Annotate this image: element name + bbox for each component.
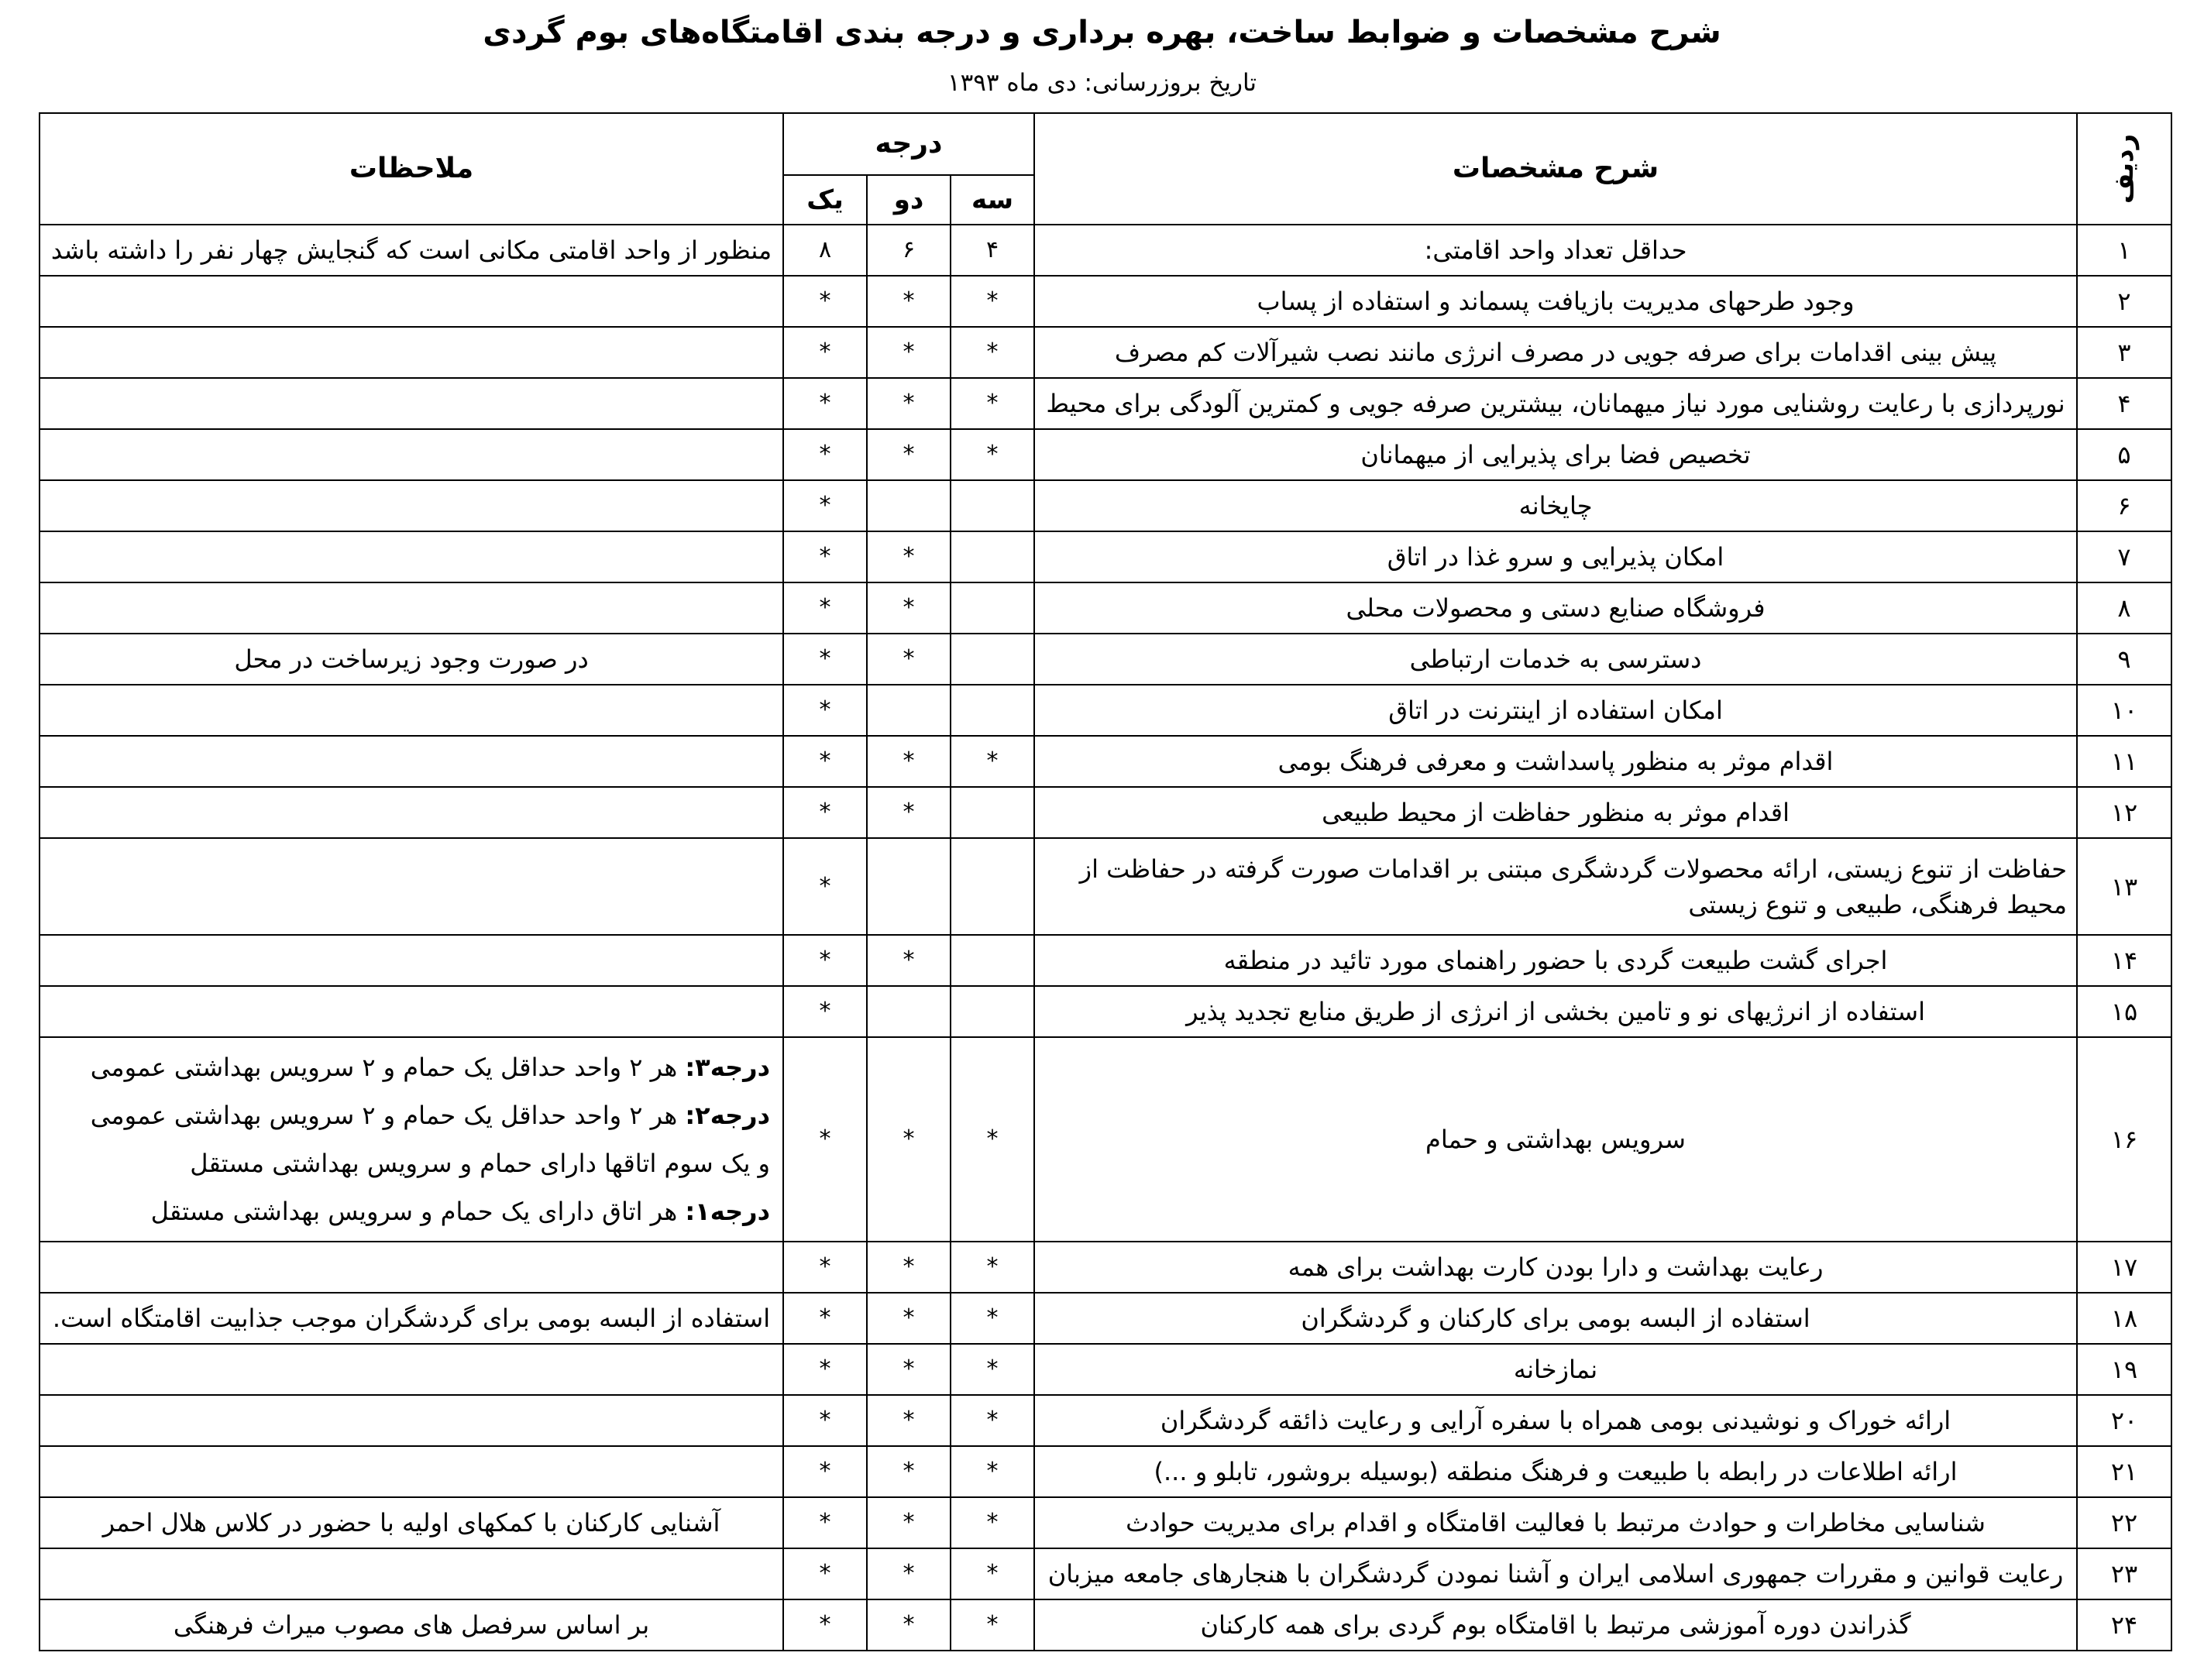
grade-two-mark: *	[867, 276, 951, 327]
table-row	[40, 225, 2171, 276]
row-notes: آشنایی کارکنان با کمکهای اولیه با حضور در کلاس هلال احمر	[40, 1497, 783, 1548]
grade-three-mark	[951, 634, 1034, 685]
row-notes	[40, 1395, 783, 1446]
grade-one-mark: *	[783, 838, 867, 935]
row-description: نمازخانه	[1034, 1344, 2077, 1395]
row-description: ارائه اطلاعات در رابطه با طبیعت و فرهنگ منطقه (بوسیله بروشور، تابلو و ...)	[1034, 1446, 2077, 1497]
row-description: پیش بینی اقدامات برای صرفه جویی در مصرف انرژی مانند نصب شیرآلات کم مصرف	[1034, 327, 2077, 378]
grade-two-mark: *	[867, 582, 951, 634]
page-title: شرح مشخصات و ضوابط ساخت، بهره برداری و درجه بندی اقامتگاه‌های بوم گردی	[483, 15, 1721, 50]
table-row	[40, 634, 2171, 685]
row-number: ۷	[2077, 531, 2171, 582]
grade-two-mark: *	[867, 634, 951, 685]
column-header-notes: ملاحظات	[40, 113, 783, 225]
row-number: ۱۰	[2077, 685, 2171, 736]
column-header-grade-two: دو	[867, 175, 951, 225]
grade-two-mark: *	[867, 1293, 951, 1344]
note-grade-label: درجه۱:	[685, 1197, 770, 1226]
grade-one-mark: *	[783, 634, 867, 685]
row-number: ۱۲	[2077, 787, 2171, 838]
row-notes	[40, 986, 783, 1037]
grade-one-mark: *	[783, 736, 867, 787]
column-header-radif: ردیف	[2077, 113, 2171, 225]
grade-two-mark	[867, 685, 951, 736]
row-notes	[40, 276, 783, 327]
row-number: ۱۴	[2077, 935, 2171, 986]
row-description: امکان استفاده از اینترنت در اتاق	[1034, 685, 2077, 736]
row-description: وجود طرحهای مدیریت بازیافت پسماند و استفاده از پساب	[1034, 276, 2077, 327]
grade-three-mark	[951, 531, 1034, 582]
update-date: تاریخ بروزرسانی: دی ماه ۱۳۹۳	[947, 69, 1257, 97]
row-notes	[40, 1446, 783, 1497]
row-number: ۱۷	[2077, 1242, 2171, 1293]
grade-three-mark	[951, 685, 1034, 736]
grade-two-mark	[867, 838, 951, 935]
row-number: ۲۰	[2077, 1395, 2171, 1446]
table-row	[40, 1599, 2171, 1651]
table-row	[40, 582, 2171, 634]
row-description: رعایت بهداشت و دارا بودن کارت بهداشت برای همه	[1034, 1242, 2077, 1293]
note-text: هر ۲ واحد حداقل یک حمام و ۲ سرویس بهداشتی عمومی	[90, 1101, 686, 1130]
grade-three-mark: *	[951, 378, 1034, 429]
row-number: ۹	[2077, 634, 2171, 685]
row-description: چایخانه	[1034, 480, 2077, 531]
table-row	[40, 1037, 2171, 1242]
grade-two-mark: *	[867, 1242, 951, 1293]
row-number: ۶	[2077, 480, 2171, 531]
grade-two-mark: ۶	[867, 225, 951, 276]
grade-two-mark: *	[867, 736, 951, 787]
row-number: ۳	[2077, 327, 2171, 378]
table-row	[40, 838, 2171, 935]
grade-two-mark	[867, 986, 951, 1037]
note-grade-label: درجه۲:	[685, 1101, 770, 1130]
grade-two-mark: *	[867, 327, 951, 378]
row-description: گذراندن دوره آموزشی مرتبط با اقامتگاه بوم گردی برای همه کارکنان	[1034, 1599, 2077, 1651]
table-row	[40, 1497, 2171, 1548]
table-row	[40, 736, 2171, 787]
table-header-row	[40, 113, 2171, 175]
grade-one-mark: *	[783, 986, 867, 1037]
column-header-grade-one: یک	[783, 175, 867, 225]
grade-two-mark	[867, 480, 951, 531]
table-row	[40, 378, 2171, 429]
row-number: ۲۱	[2077, 1446, 2171, 1497]
grade-one-mark: *	[783, 1293, 867, 1344]
column-header-grade: درجه	[783, 113, 1034, 175]
grade-three-mark: *	[951, 1037, 1034, 1242]
table-row	[40, 1395, 2171, 1446]
column-header-grade-three: سه	[951, 175, 1034, 225]
row-notes: در صورت وجود زیرساخت در محل	[40, 634, 783, 685]
note-line	[50, 1091, 770, 1139]
row-number: ۱	[2077, 225, 2171, 276]
row-number: ۱۹	[2077, 1344, 2171, 1395]
grade-two-mark: *	[867, 1395, 951, 1446]
row-description: تخصیص فضا برای پذیرایی از میهمانان	[1034, 429, 2077, 480]
row-description: امکان پذیرایی و سرو غذا در اتاق	[1034, 531, 2077, 582]
grade-three-mark	[951, 582, 1034, 634]
column-header-description: شرح مشخصات	[1034, 113, 2077, 225]
table-row	[40, 1446, 2171, 1497]
note-line	[50, 1043, 770, 1091]
row-notes	[40, 582, 783, 634]
row-notes: منظور از واحد اقامتی مکانی است که گنجایش چهار نفر را داشته باشد	[40, 225, 783, 276]
grade-three-mark: ۴	[951, 225, 1034, 276]
grade-three-mark: *	[951, 1548, 1034, 1599]
row-description: شناسایی مخاطرات و حوادث مرتبط با فعالیت اقامتگاه و اقدام برای مدیریت حوادث	[1034, 1497, 2077, 1548]
table-row	[40, 327, 2171, 378]
grade-one-mark: *	[783, 1037, 867, 1242]
row-number: ۱۵	[2077, 986, 2171, 1037]
row-number: ۱۶	[2077, 1037, 2171, 1242]
grade-three-mark: *	[951, 429, 1034, 480]
grade-one-mark: *	[783, 429, 867, 480]
row-notes	[40, 531, 783, 582]
grade-two-mark: *	[867, 1548, 951, 1599]
table-row	[40, 1344, 2171, 1395]
row-description: سرویس بهداشتی و حمام	[1034, 1037, 2077, 1242]
row-number: ۲۳	[2077, 1548, 2171, 1599]
row-number: ۲۲	[2077, 1497, 2171, 1548]
row-notes	[40, 736, 783, 787]
grade-one-mark: ۸	[783, 225, 867, 276]
row-description: حداقل تعداد واحد اقامتی:	[1034, 225, 2077, 276]
grade-one-mark: *	[783, 1344, 867, 1395]
row-notes	[40, 1548, 783, 1599]
note-grade-label: درجه۳:	[685, 1053, 770, 1082]
grade-one-mark: *	[783, 480, 867, 531]
grade-one-mark: *	[783, 276, 867, 327]
table-row	[40, 276, 2171, 327]
grade-two-mark: *	[867, 1446, 951, 1497]
grade-one-mark: *	[783, 1548, 867, 1599]
row-description: رعایت قوانین و مقررات جمهوری اسلامی ایران و آشنا نمودن گردشگران با هنجارهای جامعه میزبان	[1034, 1548, 2077, 1599]
row-number: ۸	[2077, 582, 2171, 634]
table-row	[40, 531, 2171, 582]
row-description: اجرای گشت طبیعت گردی با حضور راهنمای مورد تائید در منطقه	[1034, 935, 2077, 986]
grade-two-mark: *	[867, 1497, 951, 1548]
row-notes	[40, 1242, 783, 1293]
table-row	[40, 1548, 2171, 1599]
table-row	[40, 787, 2171, 838]
row-notes	[40, 1344, 783, 1395]
grade-one-mark: *	[783, 1242, 867, 1293]
row-number: ۴	[2077, 378, 2171, 429]
row-notes	[40, 480, 783, 531]
table-row	[40, 480, 2171, 531]
note-text: هر اتاق دارای یک حمام و سرویس بهداشتی مستقل	[150, 1197, 686, 1226]
row-description: استفاده از البسه بومی برای کارکنان و گردشگران	[1034, 1293, 2077, 1344]
grade-one-mark: *	[783, 935, 867, 986]
grade-two-mark: *	[867, 935, 951, 986]
row-description: استفاده از انرژیهای نو و تامین بخشی از انرژی از طریق منابع تجدید پذیر	[1034, 986, 2077, 1037]
note-line	[50, 1139, 770, 1187]
row-description: حفاظت از تنوع زیستی، ارائه محصولات گردشگری مبتنی بر اقدامات صورت گرفته در حفاظت از محیط فرهنگی، طبیعی و تنوع زیستی	[1034, 838, 2077, 935]
grade-two-mark: *	[867, 378, 951, 429]
grade-two-mark: *	[867, 1599, 951, 1651]
table-row	[40, 429, 2171, 480]
grade-two-mark: *	[867, 787, 951, 838]
grade-three-mark: *	[951, 1497, 1034, 1548]
grade-one-mark: *	[783, 1497, 867, 1548]
grade-three-mark	[951, 986, 1034, 1037]
grade-two-mark: *	[867, 531, 951, 582]
grade-two-mark: *	[867, 1037, 951, 1242]
grade-one-mark: *	[783, 685, 867, 736]
grade-three-mark: *	[951, 1599, 1034, 1651]
grade-three-mark	[951, 838, 1034, 935]
table-row	[40, 1242, 2171, 1293]
row-number: ۱۸	[2077, 1293, 2171, 1344]
row-description: اقدام موثر به منظور حفاظت از محیط طبیعی	[1034, 787, 2077, 838]
row-notes	[40, 378, 783, 429]
grade-three-mark: *	[951, 1344, 1034, 1395]
grade-three-mark: *	[951, 736, 1034, 787]
table-body	[40, 225, 2171, 1651]
note-line	[50, 1187, 770, 1235]
grade-one-mark: *	[783, 1446, 867, 1497]
grade-one-mark: *	[783, 582, 867, 634]
grade-three-mark: *	[951, 1446, 1034, 1497]
row-notes: بر اساس سرفصل های مصوب میراث فرهنگی	[40, 1599, 783, 1651]
grade-two-mark: *	[867, 1344, 951, 1395]
row-notes	[40, 327, 783, 378]
row-description: اقدام موثر به منظور پاسداشت و معرفی فرهنگ بومی	[1034, 736, 2077, 787]
row-notes	[40, 685, 783, 736]
note-text: و یک سوم اتاقها دارای حمام و سرویس بهداشتی مستقل	[190, 1149, 770, 1178]
row-description: نورپردازی با رعایت روشنایی مورد نیاز میهمانان، بیشترین صرفه جویی و کمترین آلودگی برای محیط	[1034, 378, 2077, 429]
row-number: ۱۱	[2077, 736, 2171, 787]
row-description: ارائه خوراک و نوشیدنی بومی همراه با سفره آرایی و رعایت ذائقه گردشگران	[1034, 1395, 2077, 1446]
row-notes	[40, 787, 783, 838]
grade-three-mark: *	[951, 276, 1034, 327]
row-notes	[40, 838, 783, 935]
grade-one-mark: *	[783, 327, 867, 378]
row-notes	[40, 429, 783, 480]
row-number: ۱۳	[2077, 838, 2171, 935]
grade-three-mark	[951, 935, 1034, 986]
grade-three-mark: *	[951, 327, 1034, 378]
specifications-table	[39, 112, 2172, 1651]
row-notes	[40, 935, 783, 986]
grade-one-mark: *	[783, 787, 867, 838]
grade-two-mark: *	[867, 429, 951, 480]
grade-one-mark: *	[783, 378, 867, 429]
grade-three-mark: *	[951, 1293, 1034, 1344]
row-number: ۵	[2077, 429, 2171, 480]
grade-one-mark: *	[783, 531, 867, 582]
table-row	[40, 685, 2171, 736]
row-description: دسترسی به خدمات ارتباطی	[1034, 634, 2077, 685]
row-number: ۲	[2077, 276, 2171, 327]
grade-three-mark: *	[951, 1242, 1034, 1293]
table-row	[40, 1293, 2171, 1344]
row-number: ۲۴	[2077, 1599, 2171, 1651]
row-notes: استفاده از البسه بومی برای گردشگران موجب جذابیت اقامتگاه است.	[40, 1293, 783, 1344]
grade-one-mark: *	[783, 1395, 867, 1446]
note-text: هر ۲ واحد حداقل یک حمام و ۲ سرویس بهداشتی عمومی	[90, 1053, 686, 1082]
row-description: فروشگاه صنایع دستی و محصولات محلی	[1034, 582, 2077, 634]
grade-one-mark: *	[783, 1599, 867, 1651]
table-row	[40, 935, 2171, 986]
row-notes	[40, 1037, 783, 1242]
grade-three-mark	[951, 480, 1034, 531]
grade-three-mark: *	[951, 1395, 1034, 1446]
table-row	[40, 986, 2171, 1037]
grade-three-mark	[951, 787, 1034, 838]
